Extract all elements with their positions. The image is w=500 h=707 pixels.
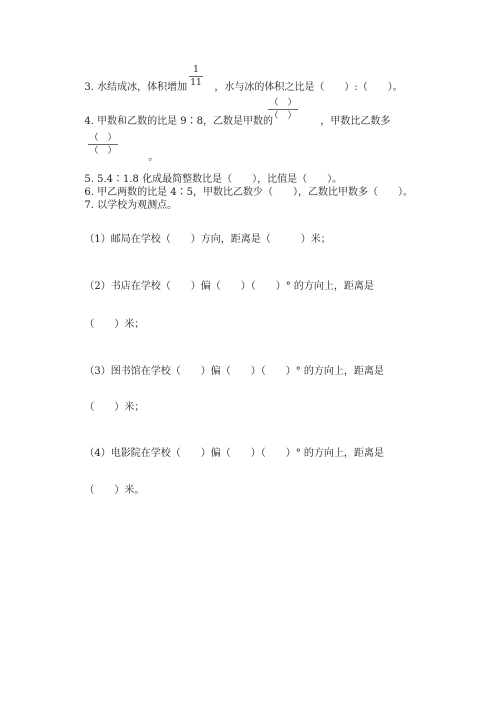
question-6-text: 6. 甲乙两数的比是 4∶5，甲数比乙数少（ ），乙数比甲数多（ ）。 xyxy=(84,187,413,198)
question-4-after-text: ，甲数比乙数多 xyxy=(320,116,391,127)
question-4-fraction-1 xyxy=(268,98,298,121)
fraction-denominator: （ ） xyxy=(89,146,117,156)
fraction-denominator: 11 xyxy=(190,78,202,88)
question-3-after xyxy=(208,70,403,94)
question-4-after xyxy=(314,104,390,128)
question-7-sub-4b xyxy=(78,473,144,497)
question-7-sub-4a-text: （4）电影院在学校（ ）偏（ ）（ ）° 的方向上，距离是 xyxy=(84,448,384,459)
question-4-before: 4. 甲数和乙数的比是 9∶8，乙数是甲数的 xyxy=(84,116,273,127)
question-7-sub-4b-text: （ ）米。 xyxy=(84,485,145,496)
question-4-fraction-2 xyxy=(88,133,118,156)
question-5-text: 5. 5.4∶1.8 化成最简整数比是（ ），比值是（ ）。 xyxy=(84,174,343,185)
question-7-sub-1-text: （1）邮局在学校（ ）方向，距离是（ ）米； xyxy=(84,234,331,245)
fraction-bar xyxy=(189,76,203,77)
question-7-sub-4a xyxy=(78,436,384,460)
question-7-sub-3a-text: （3）图书馆在学校（ ）偏（ ）（ ）° 的方向上，距离是 xyxy=(84,366,384,377)
fraction-numerator: （ ） xyxy=(89,133,117,143)
fraction-bar xyxy=(268,109,298,110)
question-7-sub-3b xyxy=(78,390,144,414)
question-4-end xyxy=(142,140,158,164)
question-7-sub-2a xyxy=(78,269,374,293)
fraction-denominator: （ ） xyxy=(269,111,297,121)
question-7-sub-2b xyxy=(78,307,144,331)
question-7-sub-1 xyxy=(78,222,331,246)
question-3-before: 3. 水结成冰，体积增加 xyxy=(84,82,188,93)
question-7-title-text: 7. 以学校为观测点。 xyxy=(84,200,178,211)
question-4-text xyxy=(78,104,273,128)
fraction-numerator: （ ） xyxy=(269,98,297,108)
question-4-end-text: 。 xyxy=(148,152,159,163)
question-3-fraction xyxy=(189,65,203,88)
question-7-sub-2a-text: （2）书店在学校（ ）偏（ ）（ ）° 的方向上，距离是 xyxy=(84,281,374,292)
question-7-sub-2b-text: （ ）米； xyxy=(84,319,145,330)
question-7-sub-3a xyxy=(78,354,384,378)
question-3-text xyxy=(78,70,187,94)
question-7-sub-3b-text: （ ）米； xyxy=(84,402,145,413)
question-7-title xyxy=(78,188,177,212)
fraction-numerator: 1 xyxy=(193,65,199,75)
question-3-after-text: ，水与冰的体积之比是（ ）:（ ）。 xyxy=(214,82,403,93)
fraction-bar xyxy=(88,144,118,145)
